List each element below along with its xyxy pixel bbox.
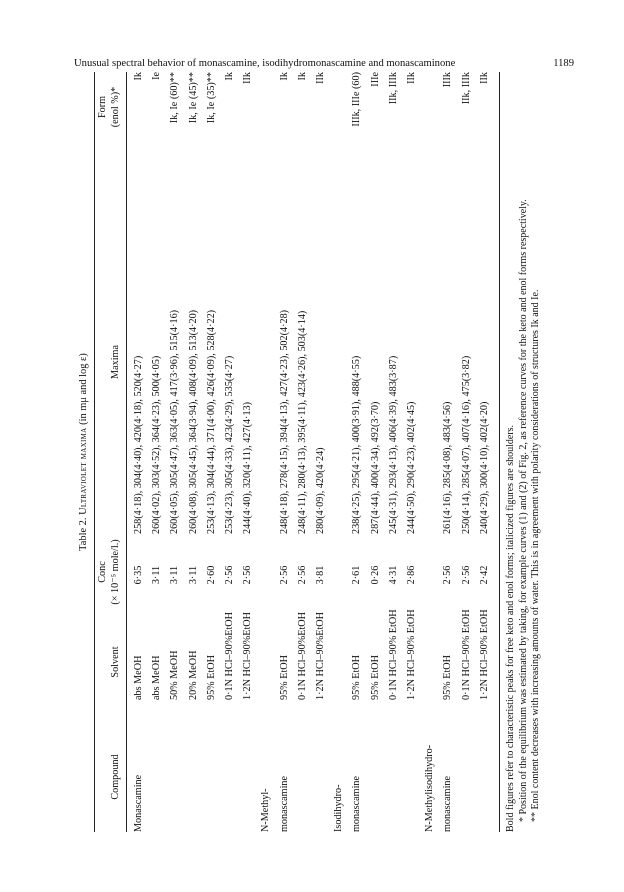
- row-conc: 2·56: [242, 565, 254, 585]
- row-conc: 4·31: [387, 565, 399, 585]
- row-solvent: 95% EtOH: [278, 655, 290, 700]
- table-bottom-rule: [499, 72, 500, 832]
- row-compound: monascamine: [442, 775, 454, 832]
- row-solvent: 0·1N HCl–90% EtOH: [460, 609, 472, 700]
- row-form: [424, 72, 436, 187]
- row-form: Ik, Ie (45)**: [187, 72, 199, 124]
- header-solvent: Solvent: [110, 646, 121, 678]
- row-solvent: 95% EtOH: [351, 655, 363, 700]
- row-maxima: 244(4·40), 320(4·11), 427(4·13): [242, 401, 254, 534]
- row-maxima: 260(4·08), 305(4·45), 364(3·94), 408(4·09), 513(4·20): [187, 309, 199, 534]
- row-solvent: abs MeOH: [151, 655, 163, 700]
- row-conc: [260, 550, 272, 600]
- row-solvent: 95% EtOH: [205, 655, 217, 700]
- row-form: IIk: [406, 72, 417, 84]
- row-compound: monascamine: [278, 775, 290, 832]
- header-conc: [96, 527, 122, 617]
- table-header-rule: [126, 72, 127, 832]
- row-maxima: 248(4·18), 278(4·15), 394(4·13), 427(4·23), 502(4·28): [278, 309, 290, 534]
- row-compound: N-Methyl-: [260, 788, 272, 832]
- row-solvent: 95% EtOH: [369, 655, 381, 700]
- row-conc: 2·61: [351, 565, 363, 585]
- row-maxima: 260(4·02), 303(4·52), 364(4·23), 500(4·05): [151, 355, 163, 534]
- row-conc: 6·35: [133, 565, 144, 585]
- row-maxima: 260(4·05), 305(4·47), 363(4·05), 417(3·96), 515(4·16): [169, 309, 181, 534]
- footnote-bold: Bold figures refer to characteristic peaks for free keto and enol forms; italicized figures are shoulders.: [505, 424, 516, 832]
- row-form: Ie: [151, 72, 163, 80]
- row-form: Ik: [133, 72, 144, 81]
- row-solvent: abs MeOH: [133, 655, 144, 700]
- header-maxima: Maxima: [110, 345, 121, 379]
- header-form-line2: (enol %)*: [110, 86, 121, 128]
- row-conc: 2·56: [296, 565, 308, 585]
- row-solvent: 20% MeOH: [187, 650, 199, 700]
- row-solvent: 0·1N HCl–90%EtOH: [224, 611, 235, 700]
- row-form: [333, 72, 345, 187]
- row-compound: N-Methylisodihydro-: [424, 744, 436, 832]
- row-maxima: 250(4·14), 285(4·07), 407(4·16), 475(3·82): [460, 355, 472, 534]
- caption-title: Ultraviolet maxima: [78, 427, 89, 515]
- row-conc: 3·11: [187, 565, 199, 585]
- row-compound: Monascamine: [133, 774, 144, 832]
- row-form: IIIk, IIIe (60): [351, 72, 363, 127]
- row-maxima: 245(4·31), 293(4·13), 406(4·39), 483(3·87): [387, 355, 399, 534]
- row-form: IIk, IIIk: [460, 72, 472, 105]
- row-maxima: 280(4·09), 420(4·24): [315, 447, 326, 534]
- header-conc-line2: (× 10⁻⁵ mole/l.): [110, 539, 121, 605]
- row-conc: 3·11: [169, 565, 181, 585]
- footnote-double-star: ** Enol content decreases with increasing amounts of water. This is in agreement with polarity considerations of structures Ik and Ie.: [530, 289, 541, 822]
- header-form: [96, 72, 122, 142]
- row-conc: 3·11: [151, 565, 163, 585]
- row-conc: 2·86: [406, 565, 417, 585]
- caption-suffix: (in mμ and log ε): [78, 353, 89, 425]
- row-maxima: 248(4·11), 280(4·13), 395(4·11), 423(4·26), 503(4·14): [296, 310, 308, 534]
- page-number: 1189: [553, 58, 574, 69]
- row-conc: 2·60: [205, 565, 217, 585]
- row-solvent: 0·1N HCl–90%EtOH: [296, 611, 308, 700]
- row-solvent: 1·2N HCl–90%EtOH: [315, 611, 326, 700]
- row-conc: 2·56: [460, 565, 472, 585]
- rotated-table-block: [78, 72, 548, 832]
- header-conc-line1: Conc: [97, 561, 108, 583]
- row-form: Ik: [224, 72, 235, 81]
- table-footnotes: [505, 72, 543, 832]
- row-maxima: 238(4·25), 295(4·21), 400(3·91), 488(4·55): [351, 355, 363, 534]
- table-caption: [78, 72, 89, 832]
- caption-prefix: Table 2.: [78, 517, 89, 551]
- row-maxima: 240(4·29), 300(4·10), 402(4·20): [478, 401, 490, 534]
- row-maxima: 261(4·16), 285(4·08), 483(4·56): [442, 401, 454, 534]
- row-conc: 2·56: [442, 565, 454, 585]
- row-maxima: 253(4·23), 305(4·33), 423(4·29), 535(4·27): [224, 355, 235, 534]
- row-maxima: 287(4·44), 400(4·34), 492(3·70): [369, 401, 381, 534]
- row-form: Ik: [296, 72, 308, 81]
- row-solvent: 95% EtOH: [442, 655, 454, 700]
- row-conc: 3·81: [315, 565, 326, 585]
- footnote-star: * Position of the equilibrium was estimated by taking, for example curves (1) and (2) of Fig. 2, as reference curves for the keto and enol forms respectively.: [517, 199, 529, 822]
- table-top-rule: [94, 72, 95, 832]
- row-conc: [424, 550, 436, 600]
- running-title: Unusual spectral behavior of monascamine, isodihydromonascamine and monascaminone: [74, 58, 456, 69]
- row-form: IIk: [478, 72, 490, 84]
- row-form: IIIe: [369, 72, 381, 87]
- row-solvent: 50% MeOH: [169, 650, 181, 700]
- row-form: [260, 72, 272, 187]
- row-conc: 2·42: [478, 565, 490, 585]
- row-compound: Isodihydro-: [333, 784, 345, 832]
- row-conc: 0·26: [369, 565, 381, 585]
- row-compound: monascamine: [351, 775, 363, 832]
- row-solvent: 1·2N HCl–90%EtOH: [242, 611, 254, 700]
- row-conc: 2·56: [224, 565, 235, 585]
- row-maxima: 244(4·50), 290(4·23), 402(4·45): [406, 401, 417, 534]
- row-conc: 2·56: [278, 565, 290, 585]
- row-form: Ik, Ie (60)**: [169, 72, 181, 124]
- header-form-line1: Form: [97, 95, 108, 119]
- row-conc: [333, 550, 345, 600]
- row-form: Ik, Ie (35)**: [205, 72, 217, 124]
- row-form: IIIk: [442, 72, 454, 88]
- row-solvent: 1·2N HCl–90% EtOH: [406, 609, 417, 700]
- row-solvent: 0·1N HCl–90% EtOH: [387, 609, 399, 700]
- row-maxima: 258(4·18), 304(4·40), 420(4·18), 520(4·27): [133, 355, 144, 534]
- row-form: Ik: [278, 72, 290, 81]
- row-form: IIk: [242, 72, 254, 84]
- row-maxima: 253(4·13), 304(4·44), 371(4·00), 426(4·09), 528(4·22): [205, 309, 217, 534]
- header-compound: Compound: [110, 754, 121, 800]
- row-form: IIk: [315, 72, 326, 84]
- row-form: IIk, IIIk: [387, 72, 399, 105]
- row-solvent: 1·2N HCl–90% EtOH: [478, 609, 490, 700]
- running-head: [74, 58, 574, 69]
